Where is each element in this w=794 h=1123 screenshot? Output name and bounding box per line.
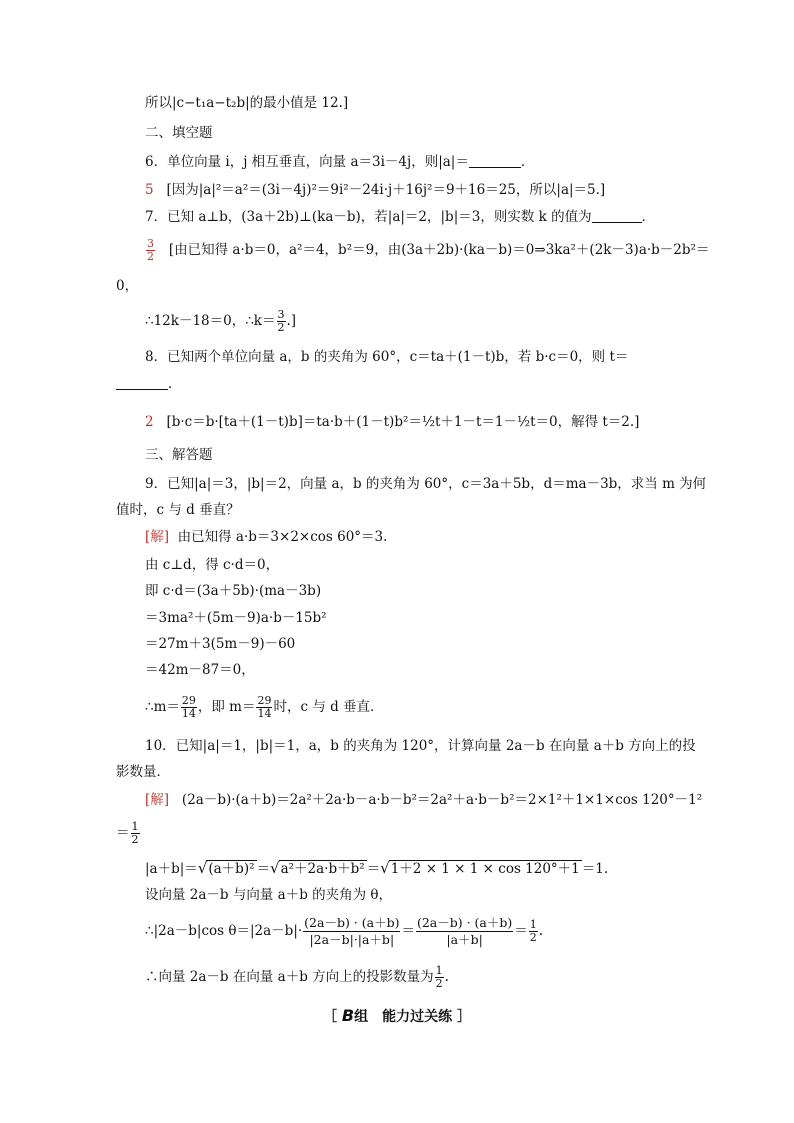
solution-label: [解] <box>145 792 170 808</box>
q7-solution-line2: 0， <box>116 278 139 294</box>
sqrt-icon: √ <box>270 859 280 877</box>
group-b-heading: ［ B组 能力过关练 ］ <box>323 1006 471 1025</box>
q10-conclusion: ∴向量 2a－b 在向量 a＋b 方向上的投影数量为 $\frac{1}{2}$ . <box>145 964 449 990</box>
q7-solution-line3: ∴12k－18＝0，∴k＝ $\frac{3}{2}$ .] <box>145 308 297 334</box>
q7-solution-line1: $\frac{3}{2}$ [由已知得 a·b＝0，a²＝4，b²＝9，由(3a＋2b)·(ka－b)＝0⇒3ka²＋(2k－3)a·b－2b²＝ <box>147 237 710 263</box>
sqrt-icon: √ <box>380 859 390 877</box>
q10-step2: ＝ $\frac{1}{2}$ <box>116 820 139 846</box>
q7-answer: $\frac{3}{2}$ <box>147 237 154 263</box>
q8-solution: 2 [b·c＝b·[ta＋(1－t)b]＝ta·b＋(1－t)b²＝½t＋1－t＝1－½t＝0，解得 t＝2.] <box>145 414 640 430</box>
q10-step5: ∴|2a－b|cos θ＝|2a－b|· $\frac{(2a-b) \cdot (a+b)}{|2a-b|\cdot|a+b|}$ ＝ $\frac{(2a-b) \cdot (a+b)}{|a+b|}$ ＝ $\frac{1}{2}$ . <box>145 915 544 947</box>
q9-step2: 由 c⊥d，得 c·d＝0， <box>145 557 280 573</box>
q6-solution: 5 [因为|a|²＝a²＝(3i－4j)²＝9i²－24i·j＋16j²＝9＋16＝25，所以|a|＝5.] <box>145 182 606 198</box>
question-9-line2: 值时，c 与 d 垂直？ <box>116 502 240 518</box>
solution-label: [解] <box>145 529 170 545</box>
q8-answer: 2 <box>145 414 154 430</box>
q10-step1: [解] (2a－b)·(a＋b)＝2a²＋2a·b－a·b－b²＝2a²＋a·b－b²＝2×1²＋1×1×cos 120°－1² <box>145 792 703 808</box>
answer-blank <box>116 375 168 390</box>
q9-step3: 即 c·d＝(3a＋5b)·(ma－3b) <box>145 583 322 599</box>
question-8-blank: ． <box>116 374 182 394</box>
question-8: 8．已知两个单位向量 a，b 的夹角为 60°，c＝ta＋(1－t)b，若 b·c＝0，则 t＝ <box>145 349 629 365</box>
q9-step1: [解] 由已知得 a·b＝3×2×cos 60°＝3. <box>145 529 388 545</box>
group-b-letter: B <box>341 1006 355 1025</box>
sqrt-icon: √ <box>197 859 208 877</box>
q9-step5: ＝27m＋3(5m－9)－60 <box>145 636 296 652</box>
answer-blank <box>469 153 521 168</box>
q10-step4: 设向量 2a－b 与向量 a＋b 的夹角为 θ， <box>145 887 393 903</box>
question-10-line2: 影数量． <box>116 764 170 780</box>
q9-step6: ＝42m－87＝0， <box>145 662 255 678</box>
q10-step3: |a＋b|＝√(a＋b)² ＝√a²＋2a·b＋b² ＝√1＋2 × 1 × 1 × cos 120°＋1 ＝1. <box>145 859 609 877</box>
section-solutions: 三、解答题 <box>145 447 213 463</box>
question-10-line1: 10．已知|a|＝1，|b|＝1，a，b 的夹角为 120°，计算向量 2a－b 在向量 a＋b 方向上的投 <box>145 738 696 754</box>
prev-conclusion: 所以|c−t₁a−t₂b|的最小值是 12.] <box>145 95 349 111</box>
section-fill-blank: 二、填空题 <box>145 125 213 141</box>
question-7: 7．已知 a⊥b，(3a＋2b)⊥(ka－b)，若|a|＝2，|b|＝3，则实数 k 的值为 ． <box>145 209 656 225</box>
q9-step4: ＝3ma²＋(5m－9)a·b－15b² <box>145 610 327 626</box>
question-9-line1: 9．已知|a|＝3，|b|＝2，向量 a，b 的夹角为 60°，c＝3a＋5b，d＝ma－3b，求当 m 为何 <box>145 476 707 492</box>
answer-blank <box>592 208 642 223</box>
question-6: 6．单位向量 i，j 相互垂直，向量 a＝3i－4j，则|a|＝ ． <box>145 154 535 170</box>
q6-answer: 5 <box>145 182 154 198</box>
q9-conclusion: ∴m＝ $\frac{29}{14}$ ，即 m＝ $\frac{29}{14}$ 时，c 与 d 垂直． <box>145 694 384 720</box>
